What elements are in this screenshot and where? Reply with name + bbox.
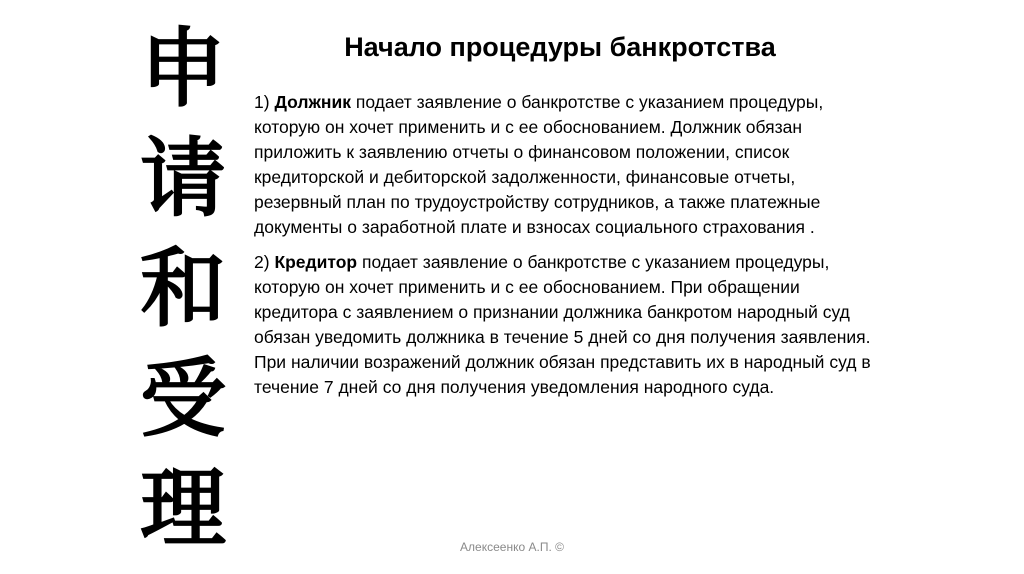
chinese-char: 受 (140, 348, 226, 449)
chinese-char: 请 (140, 128, 226, 229)
paragraph-number: 2) (254, 252, 275, 272)
chinese-char: 申 (140, 18, 226, 119)
paragraph-number: 1) (254, 92, 275, 112)
footer-author: Алексеенко А.П. © (460, 540, 564, 554)
paragraph-text: подает заявление о банкротстве с указанием процедуры, которую он хочет применить и с ее обоснованием. При обращении кредитора с заявлением о признании должника банкротом народный суд обязан уведомить должника в течение 5 дней со дня получения заявления. При наличии возражений должник обязан представить их в народный суд в течение 7 дней со дня получения уведомления народного суда. (254, 252, 871, 397)
page-title: Начало процедуры банкротства (344, 32, 776, 62)
paragraph-term: Должник (274, 92, 351, 112)
paragraph-text: подает заявление о банкротстве с указанием процедуры, которую он хочет применить и с ее обоснованием. Должник обязан приложить к заявлению отчеты о финансовом положении, список кредиторской и дебиторской задолженности, финансовые отчеты, резервный план по трудоустройству сотрудников, а также платежные документы о заработной плате и взносах социального страхования . (254, 92, 824, 237)
chinese-char: 理 (140, 458, 226, 559)
paragraph-creditor (254, 250, 874, 400)
vertical-chinese-heading (133, 14, 233, 564)
chinese-char: 和 (140, 238, 226, 339)
paragraph-term: Кредитор (274, 252, 358, 272)
body-text (254, 90, 874, 410)
paragraph-debtor (254, 90, 874, 240)
